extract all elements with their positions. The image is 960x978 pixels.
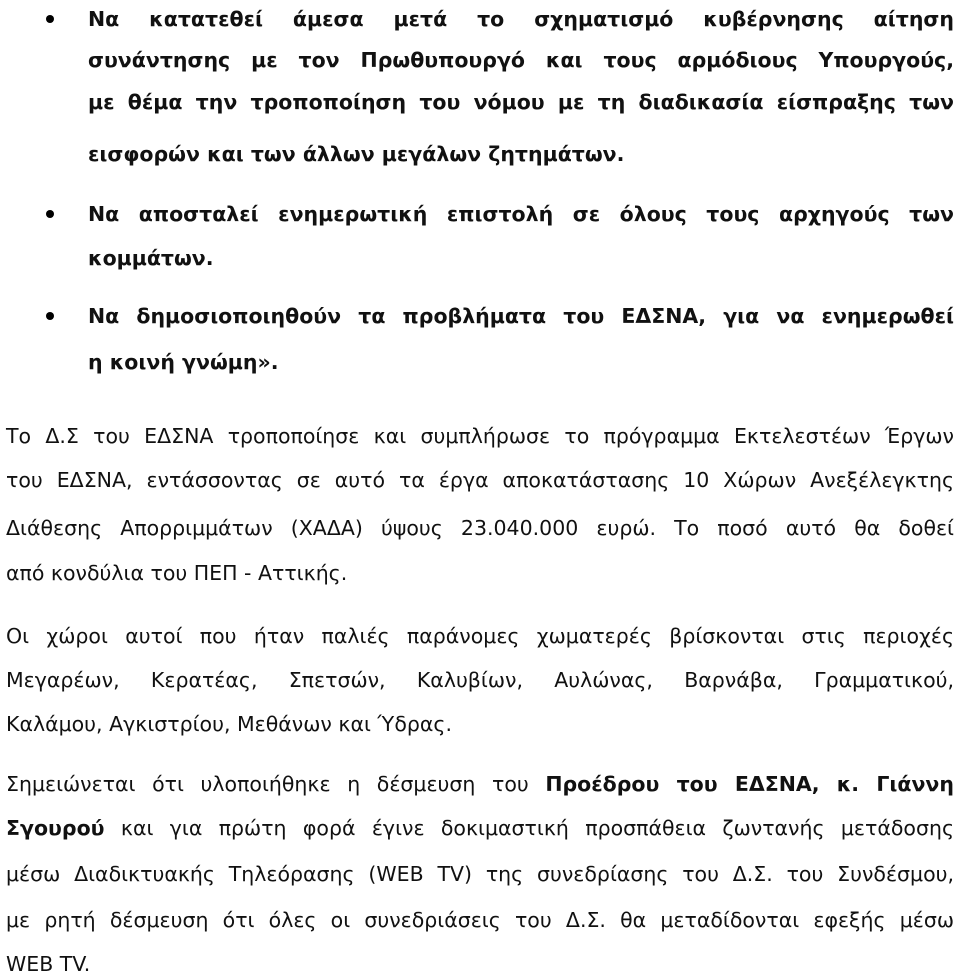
paragraph-1-line-3: Διάθεσης Απορριμμάτων (ΧΑΔΑ) ύψους 23.040.000 ευρώ. Το ποσό αυτό θα δοθεί — [6, 516, 954, 540]
paragraph-3-line-2-text: και για πρώτη φορά έγινε δοκιμαστική προσπάθεια ζωντανής μετάδοσης — [120, 816, 954, 840]
bullet-dot — [46, 15, 54, 23]
bullet-dot — [46, 210, 54, 218]
paragraph-2-line-1: Οι χώροι αυτοί που ήταν παλιές παράνομες χωματερές βρίσκονται στις περιοχές — [6, 624, 954, 648]
bullet-1-line-2: συνάντησης με τον Πρωθυπουργό και τους αρμόδιους Υπουργούς, — [88, 48, 954, 72]
paragraph-2-line-3: Καλάμου, Αγκιστρίου, Μεθάνων και Ύδρας. — [6, 712, 452, 736]
chairman-title: Προέδρου του ΕΔΣΝΑ, κ. Γιάννη — [545, 772, 954, 796]
bullet-1-line-1: Να κατατεθεί άμεσα μετά το σχηματισμό κυβέρνησης αίτηση — [88, 7, 954, 31]
paragraph-3-line-5: WEB TV. — [6, 952, 91, 976]
bullet-3-line-2: η κοινή γνώμη». — [88, 350, 279, 374]
paragraph-3-line-1 — [6, 770, 954, 798]
bullet-1-line-3: με θέμα την τροποποίηση του νόμου με τη διαδικασία είσπραξης των — [88, 90, 954, 114]
paragraph-1-line-2: του ΕΔΣΝΑ, εντάσσοντας σε αυτό τα έργα αποκατάστασης 10 Χώρων Ανεξέλεγκτης — [6, 468, 954, 492]
paragraph-1-line-1: Το Δ.Σ του ΕΔΣΝΑ τροποποίησε και συμπλήρωσε το πρόγραμμα Εκτελεστέων Έργων — [6, 424, 954, 448]
bullet-dot — [46, 312, 54, 320]
paragraph-3-line-4: με ρητή δέσμευση ότι όλες οι συνεδριάσεις του Δ.Σ. θα μεταδίδονται εφεξής μέσω — [6, 908, 954, 932]
paragraph-3-line-2 — [6, 814, 954, 842]
bullet-1-line-4: εισφορών και των άλλων μεγάλων ζητημάτων. — [88, 142, 625, 166]
paragraph-3-line-3: μέσω Διαδικτυακής Τηλεόρασης (WEB TV) της συνεδρίασης του Δ.Σ. του Συνδέσμου, — [6, 862, 954, 886]
chairman-surname: Σγουρού — [6, 816, 105, 840]
bullet-2-line-1: Να αποσταλεί ενημερωτική επιστολή σε όλους τους αρχηγούς των — [88, 202, 954, 226]
paragraph-1-line-4: από κονδύλια του ΠΕΠ - Αττικής. — [6, 561, 348, 585]
bullet-2-line-2: κομμάτων. — [88, 246, 214, 270]
paragraph-2-line-2: Μεγαρέων, Κερατέας, Σπετσών, Καλυβίων, Αυλώνας, Βαρνάβα, Γραμματικού, — [6, 668, 954, 692]
paragraph-3-line-1-text: Σημειώνεται ότι υλοποιήθηκε η δέσμευση του — [6, 772, 529, 796]
bullet-3-line-1: Να δημοσιοποιηθούν τα προβλήματα του ΕΔΣΝΑ, για να ενημερωθεί — [88, 304, 954, 328]
